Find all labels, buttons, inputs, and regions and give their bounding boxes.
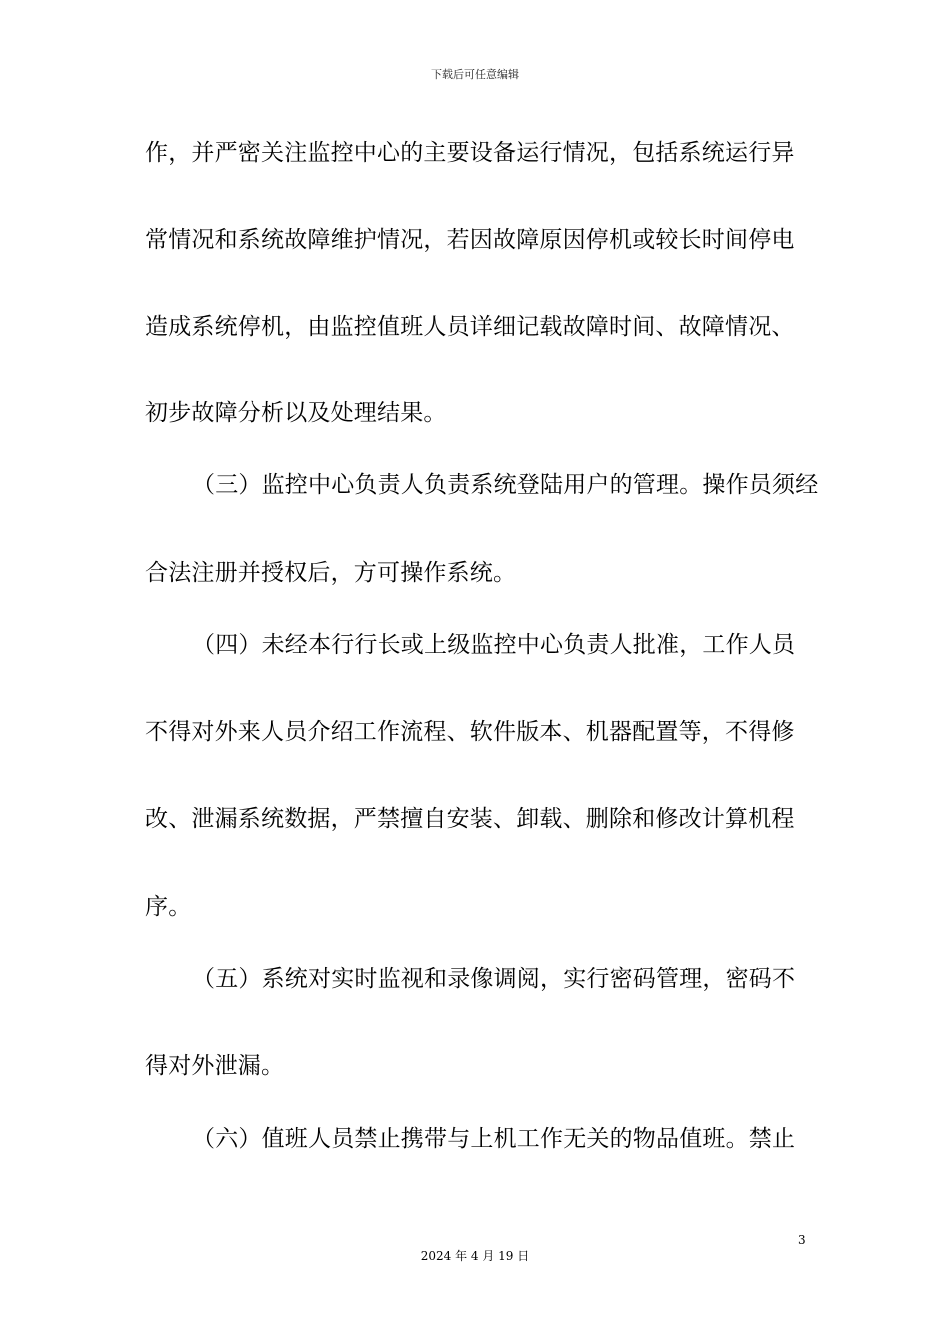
body-line-4: 初步故障分析以及处理结果。 <box>145 400 447 426</box>
paragraph-4-line-1: （四）未经本行行长或上级监控中心负责人批准，工作人员 <box>192 632 796 658</box>
paragraph-4-line-3: 改、泄漏系统数据，严禁擅自安装、卸载、删除和修改计算机程 <box>145 806 795 832</box>
paragraph-3-line-2: 合法注册并授权后，方可操作系统。 <box>145 560 517 586</box>
paragraph-4-line-2: 不得对外来人员介绍工作流程、软件版本、机器配置等，不得修 <box>145 719 795 745</box>
paragraph-5-line-1: （五）系统对实时监视和录像调阅，实行密码管理，密码不 <box>192 966 796 992</box>
page-number: 3 <box>798 1233 806 1247</box>
paragraph-5-line-2: 得对外泄漏。 <box>145 1053 285 1079</box>
paragraph-4-line-4: 序。 <box>145 894 192 920</box>
body-line-1: 作，并严密关注监控中心的主要设备运行情况，包括系统运行异 <box>145 140 795 166</box>
paragraph-3-line-1: （三）监控中心负责人负责系统登陆用户的管理。操作员须经 <box>192 472 819 498</box>
paragraph-6-line-1: （六）值班人员禁止携带与上机工作无关的物品值班。禁止 <box>192 1126 796 1152</box>
body-line-2: 常情况和系统故障维护情况，若因故障原因停机或较长时间停电 <box>145 227 795 253</box>
page-header: 下载后可任意编辑 <box>431 68 519 81</box>
body-line-3: 造成系统停机，由监控值班人员详细记载故障时间、故障情况、 <box>145 314 795 340</box>
footer-date: 2024 年 4 月 19 日 <box>420 1249 530 1263</box>
